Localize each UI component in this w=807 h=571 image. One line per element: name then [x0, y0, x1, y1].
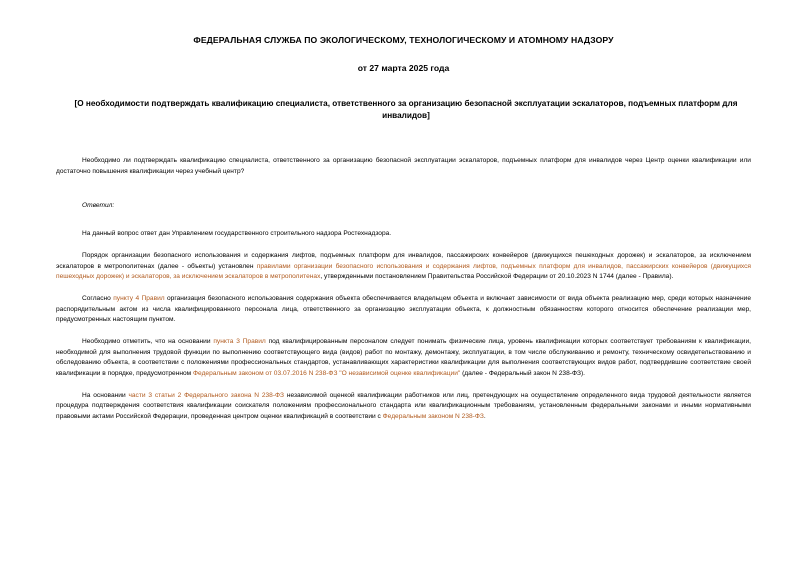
- paragraph-4-text-part-3: .: [483, 413, 486, 421]
- document-body: [56, 156, 751, 423]
- answer-label: Ответил:: [82, 202, 115, 210]
- link-federal-law-238-fz[interactable]: Федеральным законом от 03.07.2016 N 238-ФЗ "О независимой оценке квалификации": [193, 370, 461, 378]
- paragraph-clause-4: [56, 294, 751, 326]
- paragraph-4-text-part-1: На основании: [82, 391, 129, 399]
- answer-intro-paragraph: На данный вопрос ответ дан Управлением государственного строительного надзора Ростехнадзора.: [82, 230, 392, 238]
- paragraph-3-text-part-2: под квалифицированным персоналом следует понимать физические лица, уровень квалификации которых соответствует требованиям к квалификации, необходимой для выполнения трудовой функции по выполнению соответствующего вида (видов) работ по монтажу, демонтажу, эксплуатации, в том числе обслуживанию и ремонту, техническому освидетельствованию и обследованию объекта, в соответствии с положениями профессиональных стандартов, устанавливающих характеристики квалификации для выполнения соответствующих видов работ, подтвердившие соответствие своей квалификации в порядке, предусмотренном: [56, 338, 751, 378]
- question-paragraph: Необходимо ли подтверждать квалификацию специалиста, ответственного за организацию безопасной эксплуатации эскалаторов, подъемных платформ для инвалидов через Центр оценки квалификации или достаточно повышения квалификации через учебный центр?: [56, 156, 751, 175]
- paragraph-2-text-part-1: Согласно: [82, 294, 114, 302]
- paragraph-2-text-part-2: организация безопасного использования содержания объекта обеспечивается владельцем объекта и включает зависимости от вида объекта реализацию мер, среди которых назначение распорядительным актом из числа квалифицированного персонала лица, ответственного за организацию эксплуатации объекта, к должностным обязанностям которого относится обеспечение реализации мер, предусмотренных настоящим пунктом.: [56, 294, 752, 324]
- organization-title: ФЕДЕРАЛЬНАЯ СЛУЖБА ПО ЭКОЛОГИЧЕСКОМУ, ТЕХНОЛОГИЧЕСКОМУ И АТОМНОМУ НАДЗОРУ: [193, 35, 614, 45]
- paragraph-4-text-part-2: независимой оценкой квалификации работников или лиц, претендующих на осуществление определенного вида трудовой деятельности является процедура подтверждения соответствия квалификации соискателя положениям профессионального стандарта или квалификационным требованиям, установленным федеральными законами и иными нормативными правовыми актами Российской Федерации, проведенная центром оценки квалификаций в соответствии с: [56, 391, 751, 421]
- link-clause-3-rules[interactable]: пункта 3 Правил: [213, 338, 266, 345]
- link-clause-4-rules[interactable]: пункту 4 Правил: [113, 294, 165, 302]
- paragraph-qualified-personnel: [56, 337, 751, 380]
- document-subject: [О необходимости подтверждать квалификацию специалиста, ответственного за организацию безопасной эксплуатации эскалаторов, подъемных платформ для инвалидов]: [74, 99, 738, 121]
- paragraph-1-text-part-1: Порядок организации безопасного использования и содержания лифтов, подъемных платформ для инвалидов, пассажирских конвейеров (движущихся пешеходных дорожек) и эскалаторов, за исключением эскалаторов в метрополитенах (далее - объекты) установлен: [56, 251, 751, 270]
- paragraph-1-text-part-2: , утвержденными постановлением Правительства Российской Федерации от 20.10.2023 N 1744 (далее - Правила).: [320, 273, 674, 281]
- paragraph-independent-assessment: [56, 391, 751, 423]
- link-rules-organization[interactable]: правилами организации безопасного использования и содержания лифтов, подъемных платформ для инвалидов, пассажирских конвейеров (движущихся пешеходных дорожек) и эскалаторов, за исключением эскалаторов в метрополитенах: [56, 262, 751, 281]
- paragraph-rules-basis: [56, 251, 751, 283]
- link-federal-law-238-fz-short[interactable]: Федеральным законом N 238-ФЗ: [382, 413, 484, 421]
- paragraph-3-text-part-3: (далее - Федеральный закон N 238-ФЗ).: [460, 370, 585, 378]
- link-article-2-part-3[interactable]: части 3 статьи 2 Федерального закона N 238-ФЗ: [128, 391, 285, 399]
- paragraph-3-text-part-1: Необходимо отметить, что на основании: [82, 338, 214, 345]
- document-date: от 27 марта 2025 года: [357, 63, 450, 74]
